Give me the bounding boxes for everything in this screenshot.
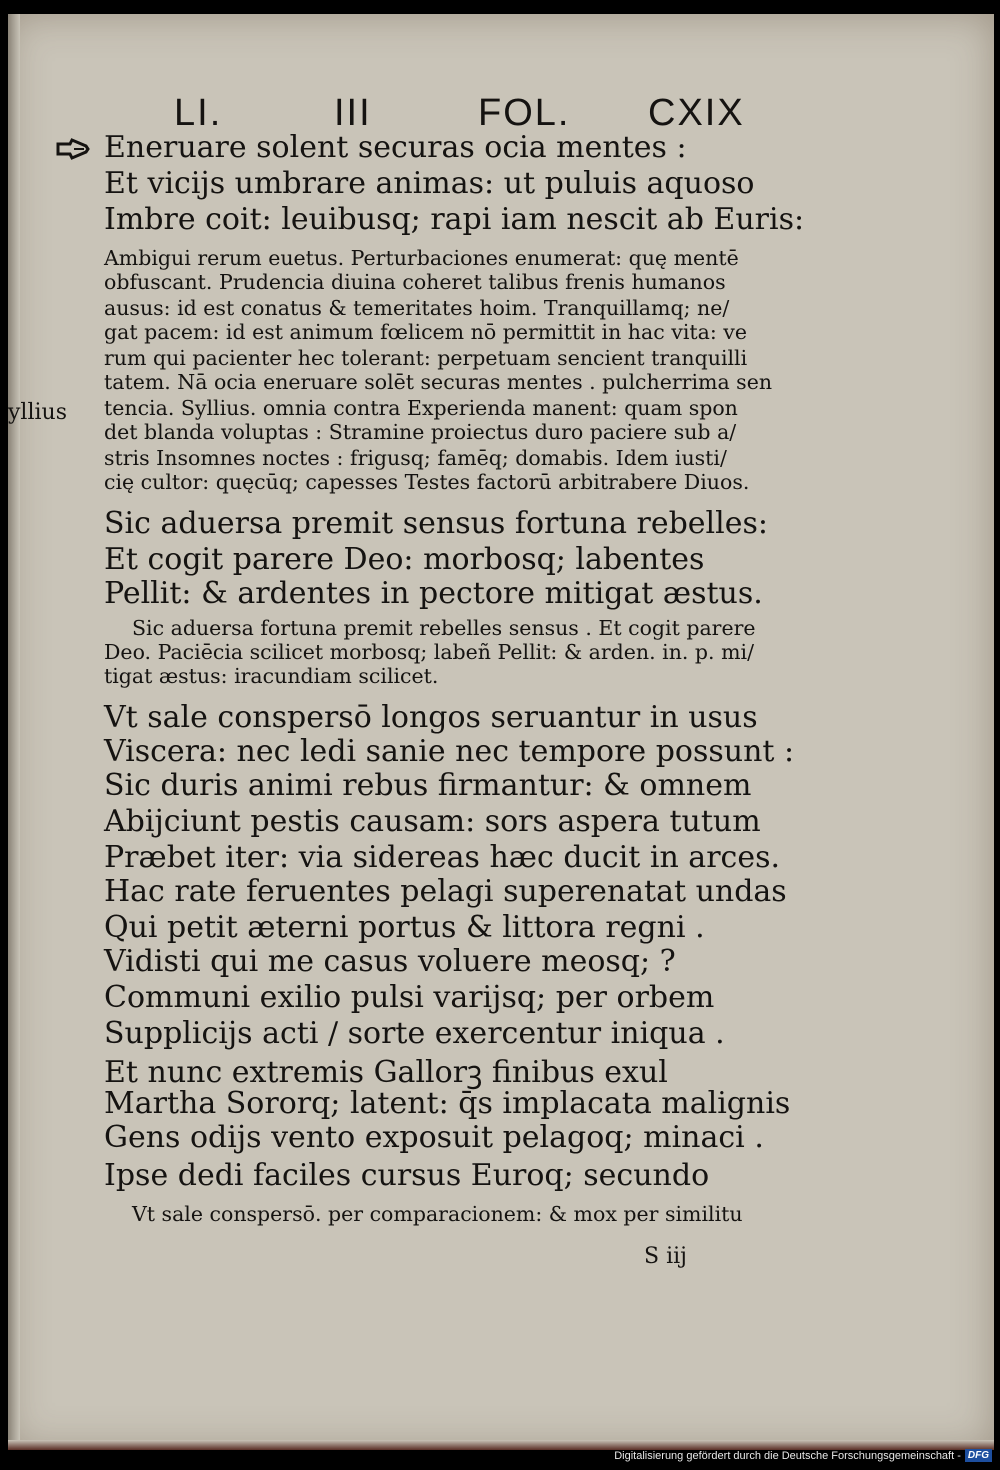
verse-line: Ipse dedi faciles cursus Euroq; secundo [104, 1158, 710, 1193]
verse-line: Qui petit æterni portus & littora regni . [104, 910, 705, 945]
verse-line: Hac rate feruentes pelagi superenatat undas [104, 874, 787, 909]
verse-line: Et vicijs umbrare animas: ut puluis aquoso [104, 166, 755, 201]
verse-line: Sic duris animi rebus firmantur: & omnem [104, 768, 752, 803]
verse-line: Supplicijs acti / sorte exercentur iniqua . [104, 1016, 725, 1051]
commentary-line: Ambigui rerum euetus. Perturbaciones enumerat: quę mentē [104, 246, 739, 270]
header-folio-left: LI. [174, 92, 223, 134]
commentary-line: tatem. Nā ocia eneruare solēt securas mentes . pulcherrima sen [104, 370, 773, 394]
dfg-logo: DFG [965, 1449, 992, 1462]
verse-line: Gens odijs vento exposuit pelagoq; minaci . [104, 1120, 764, 1155]
verse-line: Imbre coit: leuibusq; rapi iam nescit ab Euris: [104, 202, 805, 237]
verse-line: Et nunc extremis Gallorꝫ finibus exul [104, 1055, 668, 1090]
commentary-line: gat pacem: id est animum fœlicem nō permittit in hac vita: ve [104, 320, 747, 344]
commentary-line: det blanda voluptas : Stramine proiectus duro paciere sub a/ [104, 420, 737, 444]
header-book-number: III [334, 92, 372, 134]
page-edge-left [8, 14, 20, 1450]
commentary-line: stris Insomnes noctes : frigusq; famēq; domabis. Idem iusti/ [104, 446, 727, 470]
header-fol-label: FOL. [478, 92, 571, 134]
manicule-icon [56, 138, 92, 160]
verse-line: Et cogit parere Deo: morbosq; labentes [104, 542, 705, 577]
verse-line: Martha Sororq; latent: q̄s implacata malignis [104, 1086, 791, 1121]
footer-credit [614, 1449, 992, 1462]
verse-line: Communi exilio pulsi varijsq; per orbem [104, 980, 715, 1015]
book-page [8, 14, 994, 1450]
commentary-line: rum qui pacienter hec tolerant: perpetuam sencient tranquilli [104, 346, 748, 370]
verse-line: Eneruare solent securas ocia mentes : [104, 130, 687, 165]
commentary-line: Deo. Paciēcia scilicet morbosq; labeñ Pellit: & arden. in. p. mi/ [104, 640, 754, 664]
verse-line: Præbet iter: via sidereas hæc ducit in arces. [104, 840, 781, 875]
commentary-line: tigat æstus: iracundiam scilicet. [104, 664, 439, 688]
commentary-line: ausus: id est conatus & temeritates hoim. Tranquillamq; ne/ [104, 296, 730, 320]
verse-line: Vt sale conspersō longos seruantur in usus [104, 700, 758, 735]
verse-line: Viscera: nec ledi sanie nec tempore possunt : [104, 734, 795, 769]
commentary-line: Sic aduersa fortuna premit rebelles sensus . Et cogit parere [132, 616, 756, 640]
verse-line: Pellit: & ardentes in pectore mitigat æstus. [104, 576, 763, 611]
signature-mark: S iij [644, 1244, 687, 1269]
commentary-line: obfuscant. Prudencia diuina coheret talibus frenis humanos [104, 270, 726, 294]
margin-note: yllius [8, 400, 67, 425]
footer-credit-text: Digitalisierung gefördert durch die Deutsche Forschungsgemeinschaft - [614, 1449, 961, 1462]
header-folio-number: CXIX [648, 92, 745, 134]
verse-line: Abijciunt pestis causam: sors aspera tutum [104, 804, 761, 839]
commentary-line: cię cultor: quęcūq; capesses Testes factorū arbitrabere Diuos. [104, 470, 750, 494]
verse-line: Sic aduersa premit sensus fortuna rebelles: [104, 506, 768, 541]
commentary-line: Vt sale conspersō. per comparacionem: & mox per similitu [132, 1202, 743, 1226]
verse-line: Vidisti qui me casus voluere meosq; ? [104, 944, 676, 979]
commentary-line: tencia. Syllius. omnia contra Experienda manent: quam spon [104, 396, 738, 420]
